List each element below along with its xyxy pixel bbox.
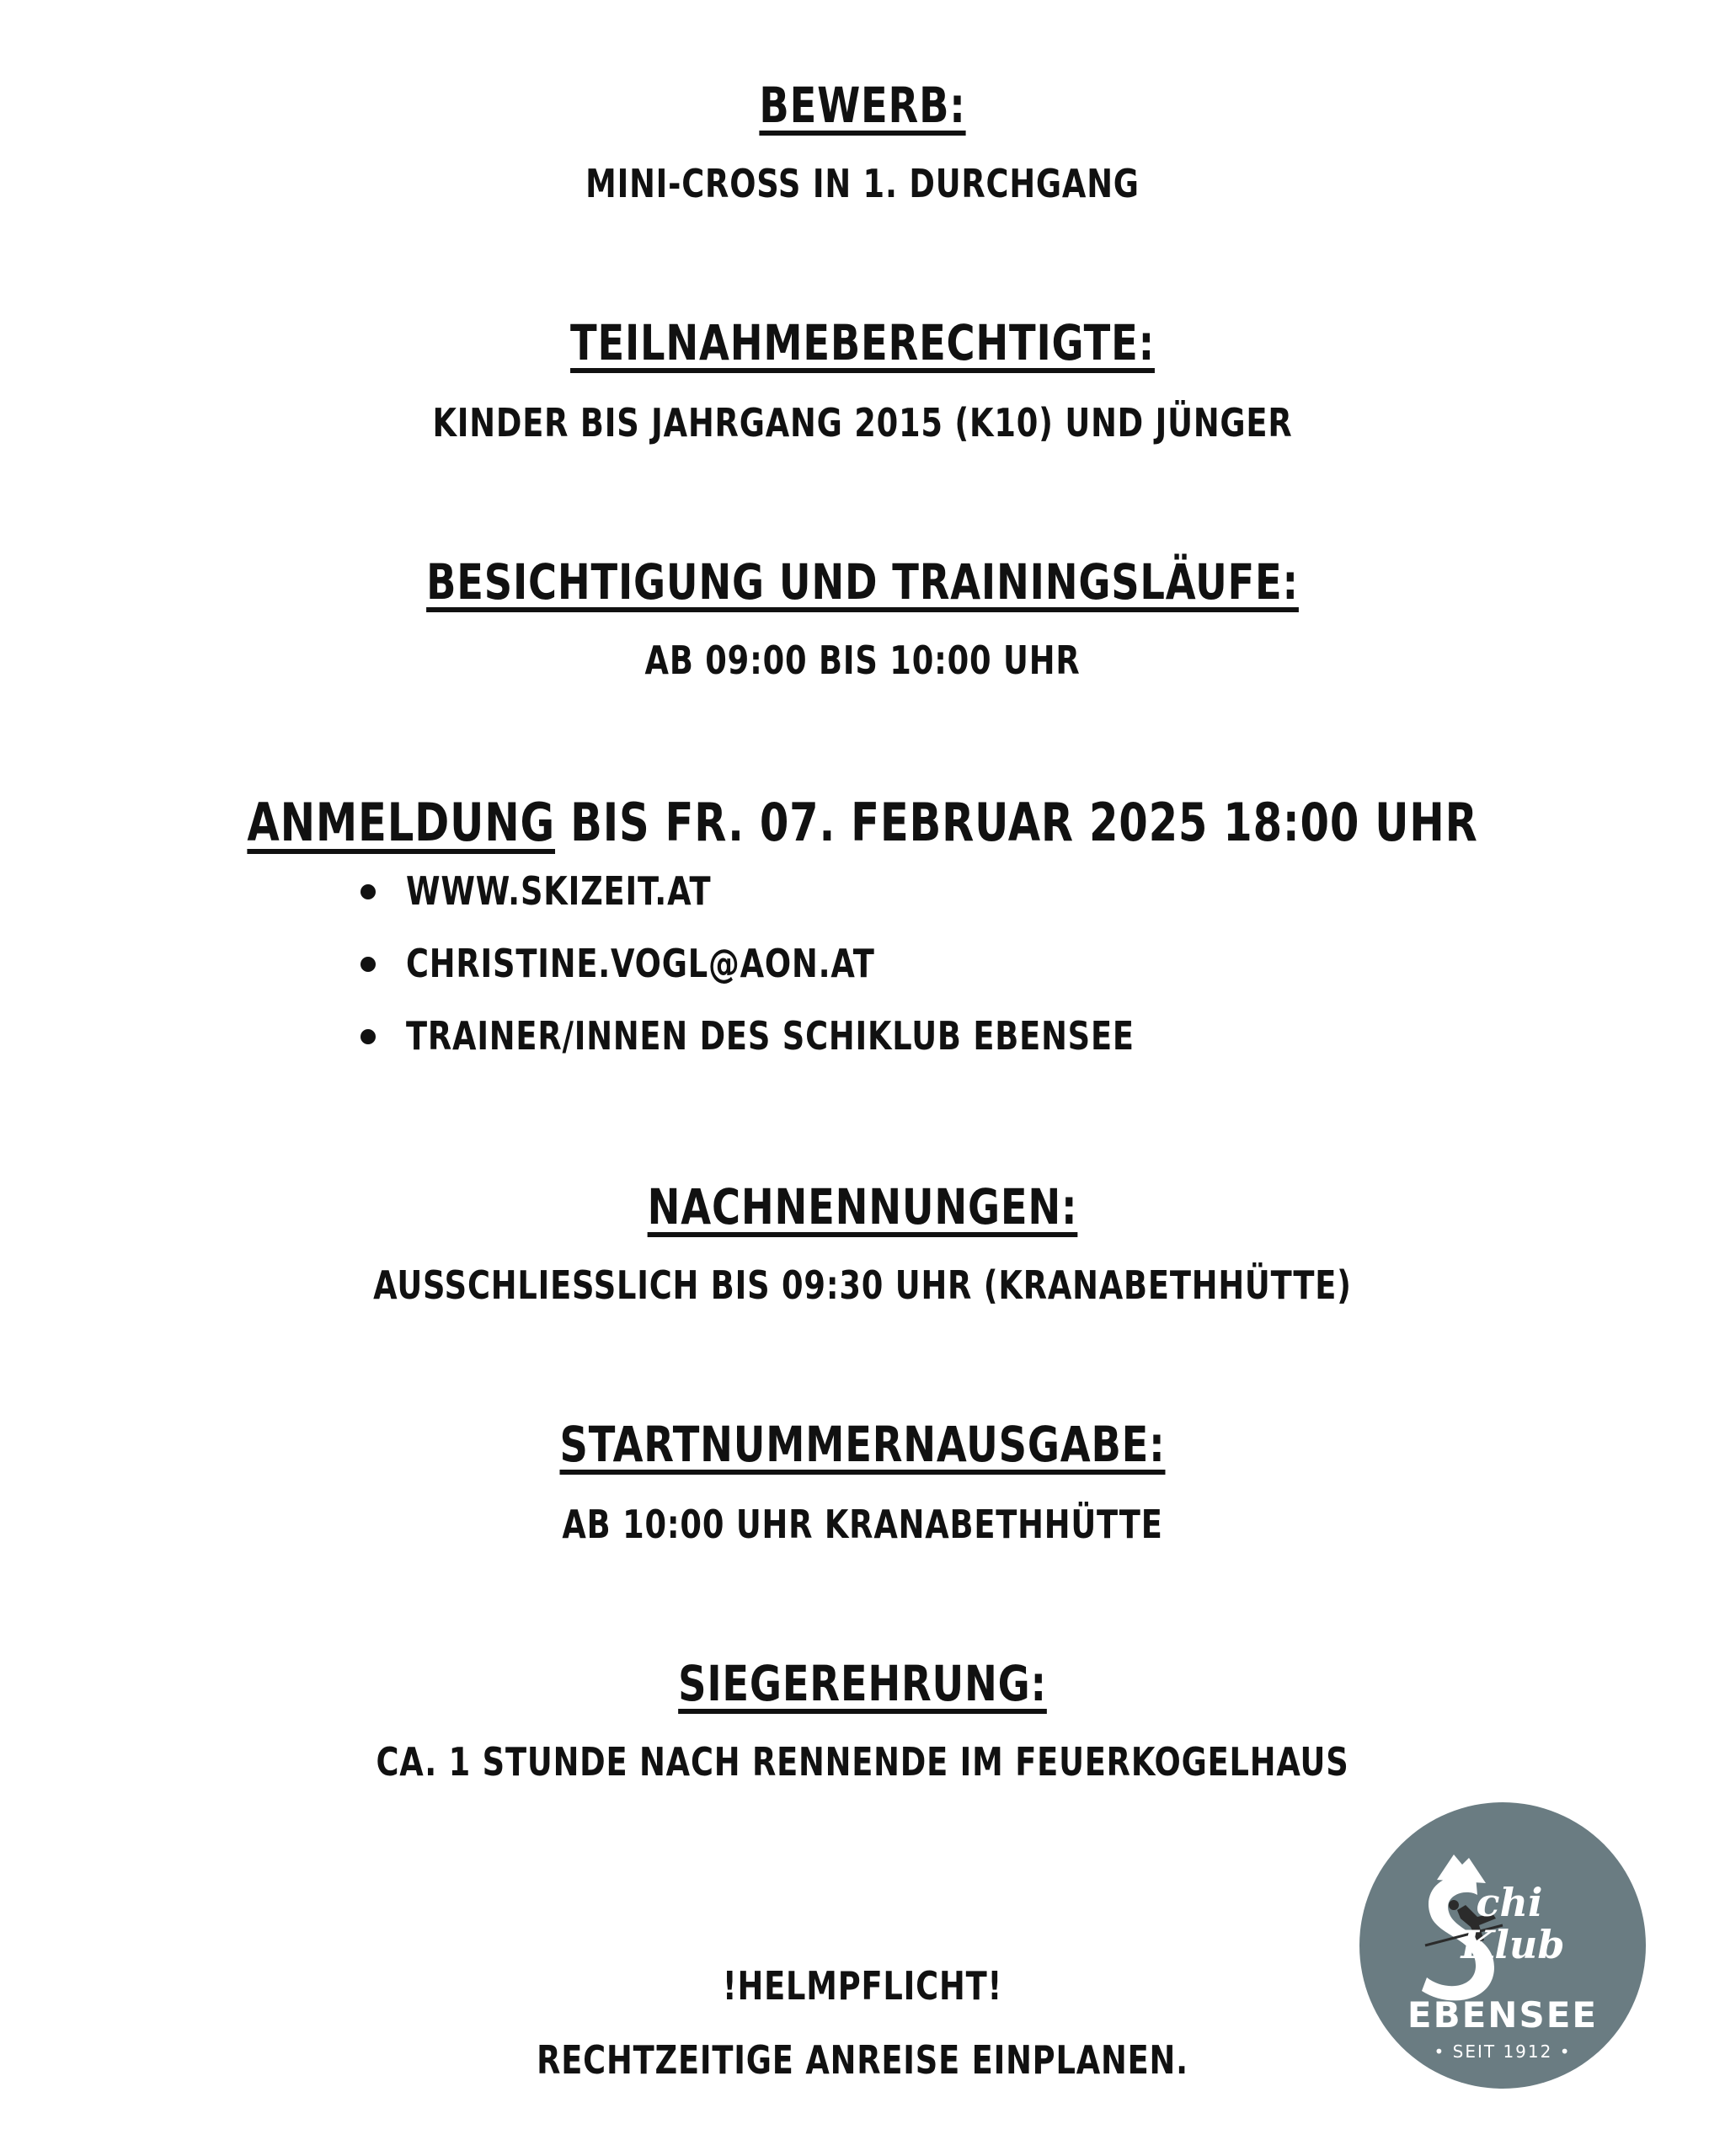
heading-nachnennungen: NACHNENNUNGEN: bbox=[647, 1178, 1078, 1235]
heading-siegerehrung: SIEGEREHRUNG: bbox=[678, 1655, 1047, 1712]
text-teilnahme: KINDER BIS JAHRGANG 2015 (K10) UND JÜNGER bbox=[432, 400, 1293, 446]
heading-anmeldung bbox=[173, 792, 1552, 854]
text-besichtigung: AB 09:00 BIS 10:00 UHR bbox=[644, 638, 1081, 683]
anmeldung-label: ANMELDUNG bbox=[247, 792, 556, 853]
text-siegerehrung: CA. 1 STUNDE NACH RENNENDE IM FEUERKOGELHAUS bbox=[376, 1739, 1349, 1785]
logo-since-text: • SEIT 1912 • bbox=[1434, 2041, 1572, 2062]
schiklub-logo bbox=[1359, 1802, 1646, 2089]
logo-klub-text: Klub bbox=[1461, 1922, 1565, 1967]
bullet-icon bbox=[360, 957, 376, 972]
logo-chi-text: chi bbox=[1476, 1880, 1543, 1925]
anmeldung-deadline: BIS FR. 07. FEBRUAR 2025 18:00 UHR bbox=[555, 792, 1478, 853]
text-bewerb: MINI-CROSS IN 1. DURCHGANG bbox=[585, 161, 1140, 206]
anmeldung-item-website: WWW.SKIZEIT.AT bbox=[406, 868, 712, 914]
heading-besichtigung: BESICHTIGUNG UND TRAININGSLÄUFE: bbox=[426, 553, 1299, 611]
bullet-icon bbox=[360, 1029, 376, 1044]
anreise-notice: RECHTZEITIGE ANREISE EINPLANEN. bbox=[537, 2037, 1188, 2083]
heading-bewerb: BEWERB: bbox=[759, 77, 966, 134]
logo-name-text: EBENSEE bbox=[1407, 1994, 1599, 2036]
text-nachnennungen: AUSSCHLIESSLICH BIS 09:30 UHR (KRANABETHHÜTTE) bbox=[373, 1262, 1352, 1308]
anmeldung-item-email: CHRISTINE.VOGL@AON.AT bbox=[406, 941, 875, 986]
helmpflicht-notice: !HELMPFLICHT! bbox=[722, 1963, 1003, 2009]
heading-teilnahme: TEILNAHMEBERECHTIGTE: bbox=[570, 314, 1155, 371]
anmeldung-item-trainer: TRAINER/INNEN DES SCHIKLUB EBENSEE bbox=[406, 1013, 1135, 1059]
heading-startnummer: STARTNUMMERNAUSGABE: bbox=[559, 1416, 1166, 1473]
text-startnummer: AB 10:00 UHR KRANABETHHÜTTE bbox=[562, 1502, 1163, 1547]
bullet-icon bbox=[360, 884, 376, 899]
